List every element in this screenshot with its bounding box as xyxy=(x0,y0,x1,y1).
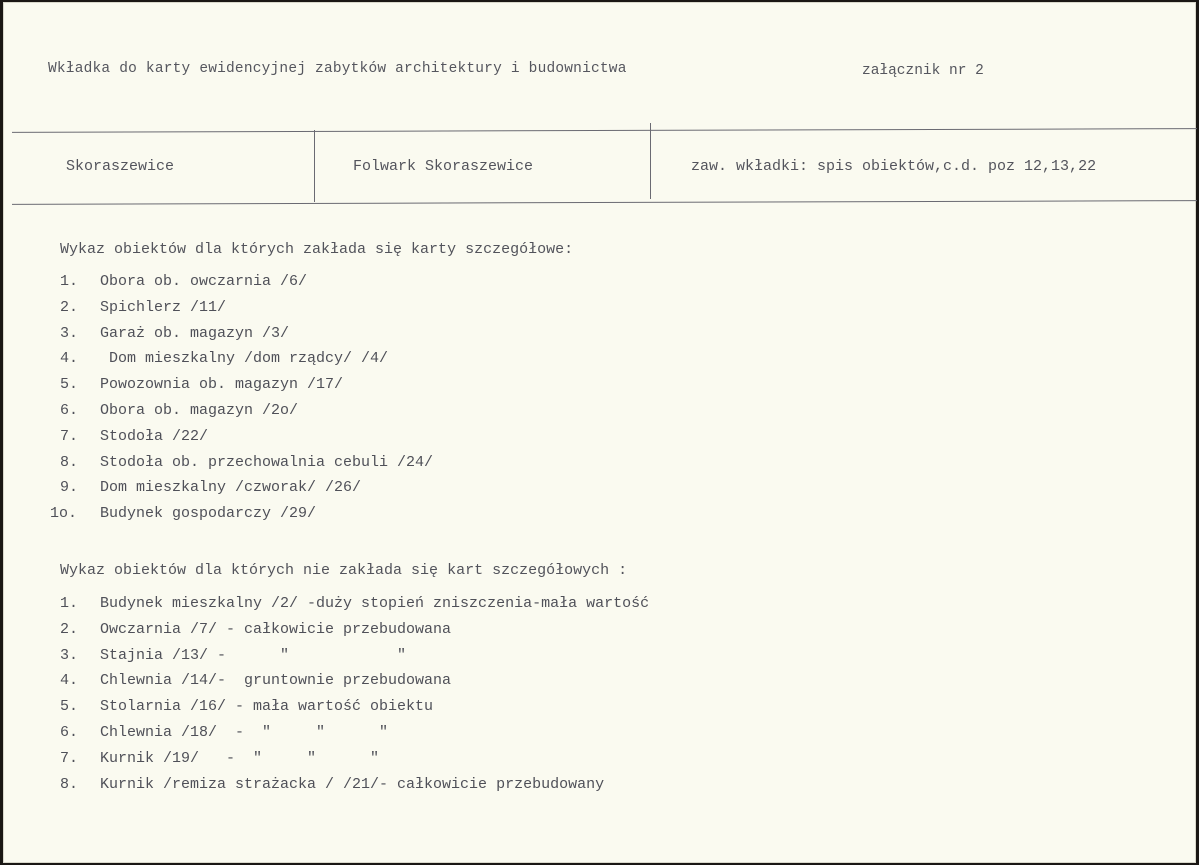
item-text: Budynek gospodarczy /29/ xyxy=(100,505,317,523)
item-text: Chlewnia /18/ - " " " xyxy=(100,723,389,741)
item-number: 1. xyxy=(60,595,79,612)
item-number: 2. xyxy=(60,620,79,638)
document-title: Wkładka do karty ewidencyjnej zabytków architektury i budownictwa xyxy=(48,61,627,77)
item-text: Stodoła /22/ xyxy=(100,427,209,445)
item-number: 6. xyxy=(60,723,79,741)
item-text: Chlewnia /14/- gruntownie przebudowana xyxy=(100,672,452,690)
table-divider-2 xyxy=(650,123,651,199)
item-number: 7. xyxy=(60,749,79,767)
item-text: Kurnik /19/ - " " " xyxy=(100,749,380,767)
item-text: Obora ob. magazyn /2o/ xyxy=(100,401,299,419)
item-number: 3. xyxy=(60,324,79,342)
item-text: Powozownia ob. magazyn /17/ xyxy=(100,376,344,394)
attachment-label: załącznik nr 2 xyxy=(862,63,984,79)
item-text: Stolarnia /16/ - mała wartość obiektu xyxy=(100,698,434,716)
item-number: 5. xyxy=(60,698,79,716)
item-number: 1o. xyxy=(50,505,78,523)
table-divider-1 xyxy=(314,130,315,202)
table-top-rule xyxy=(12,128,1197,133)
item-number: 3. xyxy=(60,646,79,664)
section2-title: Wykaz obiektów dla których nie zakłada się kart szczegółowych : xyxy=(60,562,628,579)
item-text: Budynek mieszkalny /2/ -duży stopień zniszczenia-mała wartość xyxy=(100,595,650,612)
contents-cell: zaw. wkładki: spis obiektów,c.d. poz 12,13,22 xyxy=(691,158,1097,175)
location-cell: Skoraszewice xyxy=(66,158,175,175)
object-cell: Folwark Skoraszewice xyxy=(353,158,534,175)
item-text: Dom mieszkalny /dom rządcy/ /4/ xyxy=(100,350,389,368)
item-text: Obora ob. owczarnia /6/ xyxy=(100,273,308,290)
item-text: Kurnik /remiza strażacka / /21/- całkowicie przebudowany xyxy=(100,775,605,793)
item-number: 9. xyxy=(60,479,79,497)
item-number: 1. xyxy=(60,273,79,290)
item-text: Spichlerz /11/ xyxy=(100,298,227,316)
item-number: 8. xyxy=(60,453,79,471)
item-text: Owczarnia /7/ - całkowicie przebudowana xyxy=(100,620,452,638)
item-number: 7. xyxy=(60,427,79,445)
item-text: Stodoła ob. przechowalnia cebuli /24/ xyxy=(100,453,434,471)
table-bottom-rule xyxy=(12,200,1197,205)
item-text: Garaż ob. magazyn /3/ xyxy=(100,324,290,342)
item-text: Dom mieszkalny /czworak/ /26/ xyxy=(100,479,362,497)
section1-title: Wykaz obiektów dla których zakłada się karty szczegółowe: xyxy=(60,241,574,258)
item-number: 5. xyxy=(60,376,79,394)
document-card xyxy=(3,2,1196,863)
item-text: Stajnia /13/ - " " xyxy=(100,646,407,664)
item-number: 4. xyxy=(60,350,79,368)
item-number: 6. xyxy=(60,401,79,419)
item-number: 8. xyxy=(60,775,79,793)
item-number: 2. xyxy=(60,298,79,316)
item-number: 4. xyxy=(60,672,79,690)
